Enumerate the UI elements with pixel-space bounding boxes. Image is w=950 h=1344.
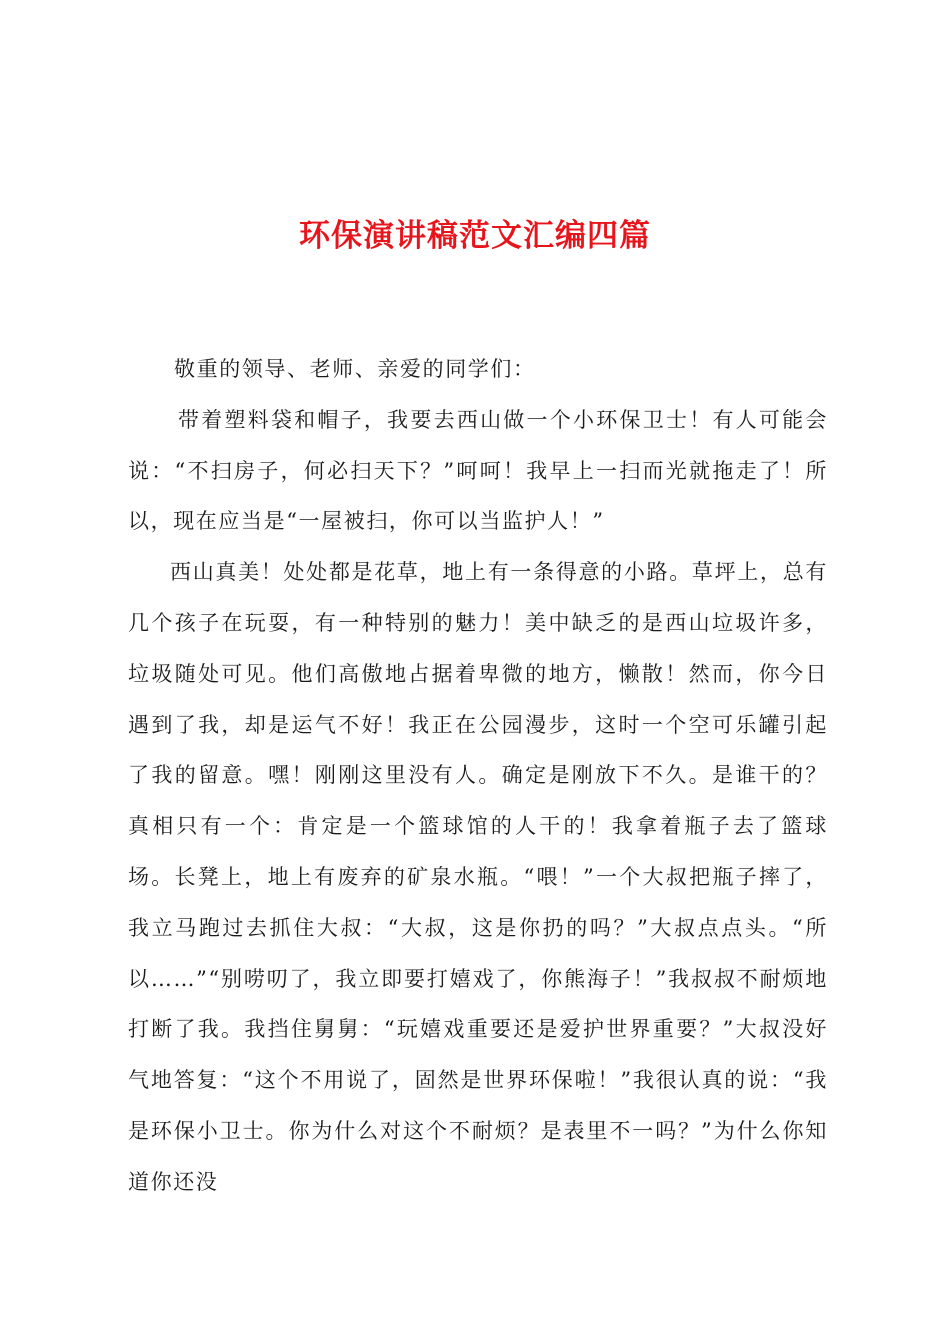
body-paragraph: 带着塑料袋和帽子，我要去西山做一个小环保卫士！有人可能会说：“不扫房子，何必扫天下？”呵呵！我早上一扫而光就拖走了！所以，现在应当是“一屋被扫，你可以当监护人！” (128, 407, 828, 534)
salutation-paragraph: 敬重的领导、老师、亲爱的同学们： (174, 357, 536, 381)
body-paragraph: 西山真美！处处都是花草，地上有一条得意的小路。草坪上，总有几个孩子在玩耍，有一种特别的魅力！美中缺乏的是西山垃圾许多，垃圾随处可见。他们高傲地占据着卑微的地方，懒散！然而，你今日遇到了我，却是运气不好！我正在公园漫步，这时一个空可乐罐引起了我的留意。嘿！刚刚这里没有人。确定是刚放下不久。是谁干的？真相只有一个：肯定是一个篮球馆的人干的！我拿着瓶子去了篮球场。长凳上，地上有废弃的矿泉水瓶。“喂！”一个大叔把瓶子摔了，我立马跑过去抓住大叔：“大叔，这是你扔的吗？”大叔点点头。“所以……”“别唠叨了，我立即要打嬉戏了，你熊海子！”我叔叔不耐烦地打断了我。我挡住舅舅：“玩嬉戏重要还是爱护世界重要？”大叔没好气地答复：“这个不用说了，固然是世界环保啦！”我很认真的说：“我是环保小卫士。你为什么对这个不耐烦？是表里不一吗？”为什么你知道你还没 (128, 560, 828, 1194)
document-title: 环保演讲稿范文汇编四篇 (299, 218, 651, 254)
document-body (128, 344, 828, 1208)
